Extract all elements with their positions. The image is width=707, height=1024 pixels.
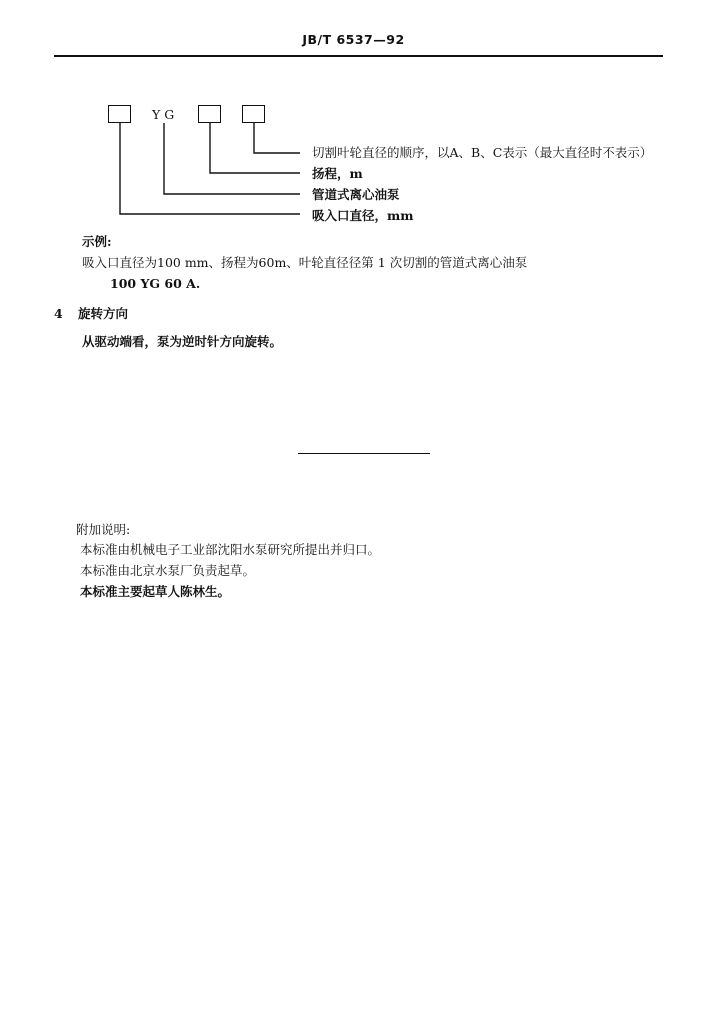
leader-line-impeller-cut <box>254 123 300 153</box>
leader-line-pump-type <box>164 123 300 194</box>
code-letters-yg: YG <box>152 107 179 122</box>
label-impeller-cut: 切割叶轮直径的顺序，以A、B、C表示（最大直径时不表示） <box>312 145 653 160</box>
section-number: 4 <box>54 306 63 321</box>
example-description: 吸入口直径为100 mm、扬程为60m、叶轮直径径第 1 次切割的管道式离心油泵 <box>82 255 528 270</box>
leader-lines <box>0 0 707 240</box>
notes-line: 本标准主要起草人陈林生。 <box>80 584 231 599</box>
leader-line-head <box>210 123 300 173</box>
example-heading: 示例: <box>82 234 112 249</box>
label-head: 扬程，m <box>312 166 363 181</box>
document-code-header: JB/T 6537—92 <box>302 32 405 47</box>
example-code: 100 YG 60 A. <box>110 276 201 291</box>
notes-line: 本标准由机械电子工业部沈阳水泵研究所提出并归口。 <box>80 542 381 557</box>
label-inlet-diameter: 吸入口直径，mm <box>312 208 414 223</box>
label-pump-type: 管道式离心油泵 <box>312 187 400 202</box>
notes-heading: 附加说明: <box>76 522 131 537</box>
section-title: 旋转方向 <box>78 306 129 321</box>
section-body: 从驱动端看，泵为逆时针方向旋转。 <box>82 334 283 349</box>
notes-line: 本标准由北京水泵厂负责起草。 <box>80 563 256 578</box>
end-rule <box>298 453 430 454</box>
